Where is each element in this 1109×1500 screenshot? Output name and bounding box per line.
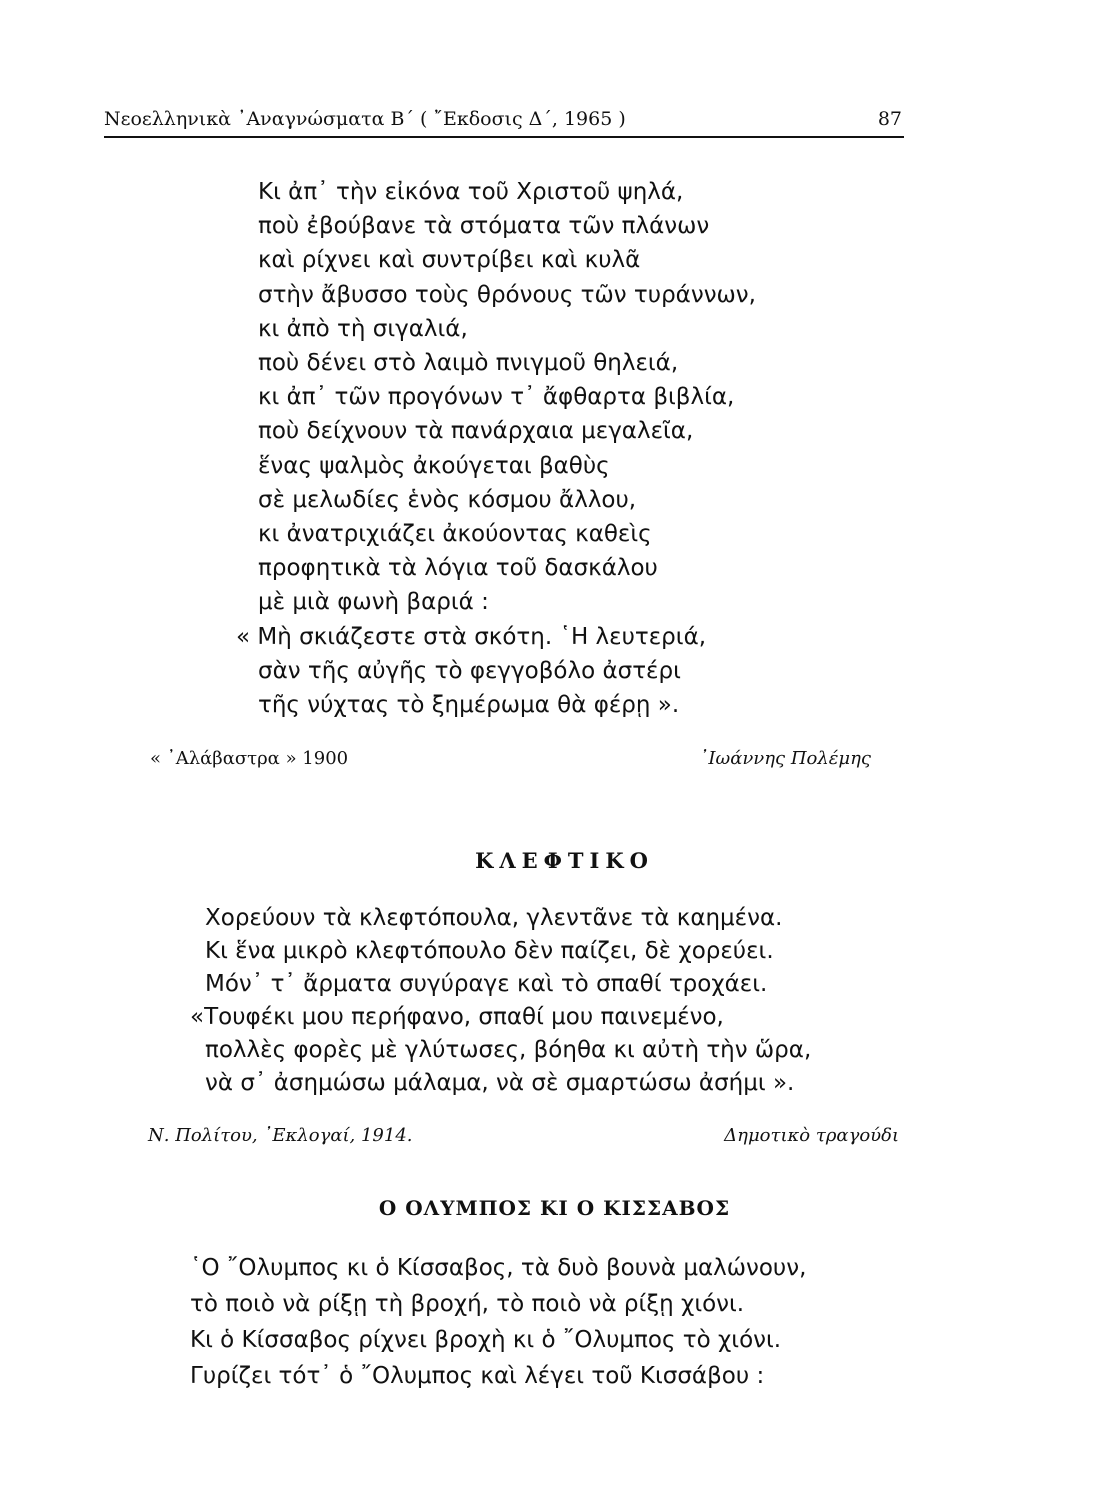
poem-line: « Μὴ σκιάζεστε στὰ σκότη. ῾Η λευτεριά,: [236, 623, 707, 650]
poem-line: νὰ σ᾿ ἀσημώσω μάλαμα, νὰ σὲ σμαρτώσω ἀσήμι ».: [205, 1070, 795, 1096]
poem-line: Μόν᾿ τ᾿ ἄρματα συγύραγε καὶ τὸ σπαθί τροχάει.: [205, 971, 768, 997]
page-number: 87: [877, 108, 902, 130]
poem-line: Κι ὁ Κίσσαβος ρίχνει βροχὴ κι ὁ ῎Ολυμπος τὸ χιόνι.: [190, 1327, 782, 1353]
poem-line: στὴν ἄβυσσο τοὺς θρόνους τῶν τυράννων,: [258, 281, 756, 308]
poem-line: ἕνας ψαλμὸς ἀκούγεται βαθὺς: [258, 452, 610, 479]
poem-line: μὲ μιὰ φωνὴ βαριά :: [258, 589, 489, 616]
poem-line: σὲ μελωδίες ἑνὸς κόσμου ἄλλου,: [258, 486, 637, 513]
poem-line: ποὺ δείχνουν τὰ πανάρχαια μεγαλεῖα,: [258, 418, 694, 445]
poem-1: [236, 175, 756, 722]
poem-line: προφητικὰ τὰ λόγια τοῦ δασκάλου: [258, 555, 658, 582]
poem-2: [190, 902, 812, 1100]
poem-line: τῆς νύχτας τὸ ξημέρωμα θὰ φέρῃ ».: [258, 692, 680, 719]
page-header: [104, 106, 904, 138]
poem-line: «Τουφέκι μου περήφανο, σπαθί μου παινεμένο,: [190, 1004, 724, 1030]
poem-line: ποὺ ἐβούβανε τὰ στόματα τῶν πλάνων: [258, 213, 710, 240]
poem-line: πολλὲς φορὲς μὲ γλύτωσες, βόηθα κι αὐτὴ τὴν ὥρα,: [205, 1037, 812, 1063]
poem-line: Κι ἕνα μικρὸ κλεφτόπουλο δὲν παίζει, δὲ χορεύει.: [205, 938, 774, 964]
poem-1-author: ᾿Ιωάννης Πολέμης: [699, 748, 871, 769]
poem-3: [190, 1250, 806, 1394]
poem-line: ποὺ δένει στὸ λαιμὸ πνιγμοῦ θηλειά,: [258, 350, 679, 377]
poem-2-title: ΚΛΕΦΤΙΚΟ: [475, 848, 654, 873]
poem-1-source: « ᾿Αλάβαστρα » 1900: [150, 748, 349, 769]
poem-line: σὰν τῆς αὐγῆς τὸ φεγγοβόλο ἀστέρι: [258, 657, 681, 684]
poem-line: κι ἀπὸ τὴ σιγαλιά,: [258, 315, 468, 342]
poem-line: Κι ἀπ᾿ τὴν εἰκόνα τοῦ Χριστοῦ ψηλά,: [258, 179, 684, 205]
poem-line: τὸ ποιὸ νὰ ρίξῃ τὴ βροχή, τὸ ποιὸ νὰ ρίξῃ χιόνι.: [190, 1291, 745, 1317]
poem-line: καὶ ρίχνει καὶ συντρίβει καὶ κυλᾶ: [258, 247, 641, 274]
running-title: Νεοελληνικὰ ᾿Αναγνώσματα Β΄ ( ῎Εκδοσις Δ΄, 1965 ): [104, 108, 626, 130]
poem-line: κι ἀνατριχιάζει ἀκούοντας καθεὶς: [258, 521, 652, 548]
poem-line: Χορεύουν τὰ κλεφτόπουλα, γλεντᾶνε τὰ καημένα.: [205, 905, 783, 931]
poem-2-source: Ν. Πολίτου, ᾿Εκλογαί, 1914.: [148, 1125, 413, 1146]
poem-3-title: Ο ΟΛΥΜΠΟΣ ΚΙ Ο ΚΙΣΣΑΒΟΣ: [378, 1196, 731, 1220]
poem-line: Γυρίζει τότ᾿ ὁ ῎Ολυμπος καὶ λέγει τοῦ Κισσάβου :: [190, 1363, 765, 1389]
poem-line: κι ἀπ᾿ τῶν προγόνων τ᾿ ἄφθαρτα βιβλία,: [258, 384, 735, 411]
poem-2-author: Δημοτικὸ τραγούδι: [724, 1125, 899, 1146]
poem-line: ῾Ο ῎Ολυμπος κι ὁ Κίσσαβος, τὰ δυὸ βουνὰ μαλώνουν,: [190, 1255, 807, 1281]
